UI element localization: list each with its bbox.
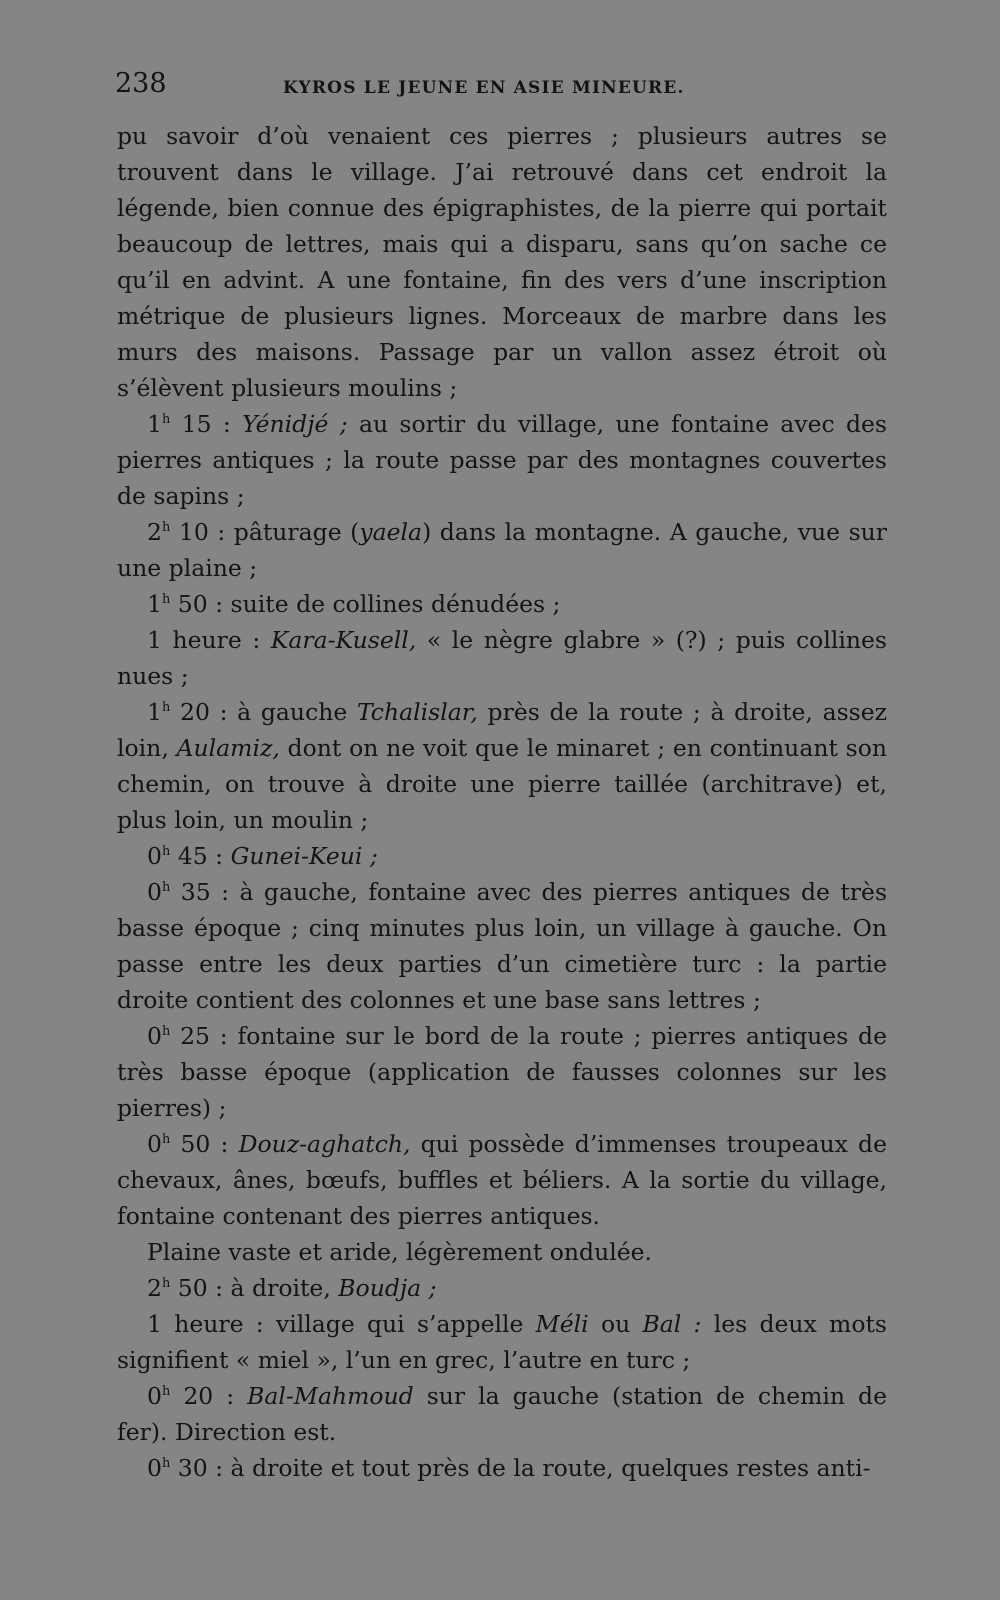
time-stamp: 0$^h$ xyxy=(147,1454,171,1482)
page-header xyxy=(115,68,890,108)
place-name: Bal-Mahmoud xyxy=(247,1382,414,1410)
text: près de la route ; à droite, assez loin, xyxy=(117,698,887,762)
text: 50 : xyxy=(170,1130,239,1158)
itinerary-entry xyxy=(117,514,887,586)
text: 1 heure : village qui s’appelle xyxy=(147,1310,536,1338)
itinerary-entry xyxy=(117,1450,887,1486)
place-name: Boudja ; xyxy=(338,1274,437,1302)
running-title: KYROS LE JEUNE EN ASIE MINEURE. xyxy=(283,78,685,98)
place-name: Yénidjé ; xyxy=(242,410,348,438)
text: 20 : xyxy=(170,1382,248,1410)
itinerary-entry xyxy=(117,838,887,874)
text: 50 : suite de collines dénudées ; xyxy=(170,590,561,618)
text: 20 : à gauche xyxy=(170,698,357,726)
paragraph-continuation xyxy=(117,118,887,406)
time-stamp: 0$^h$ xyxy=(147,1130,171,1158)
place-name: Tchalislar, xyxy=(356,698,478,726)
itinerary-entry xyxy=(117,1126,887,1234)
place-name: Méli xyxy=(535,1310,589,1338)
paragraph xyxy=(117,1234,887,1270)
time-stamp: 0$^h$ xyxy=(147,1382,171,1410)
time-stamp: 1$^h$ xyxy=(147,590,171,618)
itinerary-entry xyxy=(117,586,887,622)
text: dont on ne voit que le minaret ; en continuant son chemin, on trouve à droite une pierre taillée (architrave) et, plus loin, un moulin ; xyxy=(117,734,887,834)
body-text xyxy=(117,118,887,1486)
text: 35 : à gauche, fontaine avec des pierres antiques de très basse époque ; cinq minutes plus loin, un village à gauche. On passe entre les deux parties d’un cimetière turc : la partie droite contient des colonnes et une base sans lettres ; xyxy=(117,878,887,1014)
text: les deux mots signifient « miel », l’un en grec, l’autre en turc ; xyxy=(117,1310,887,1374)
itinerary-entry xyxy=(117,1306,887,1378)
page-number: 238 xyxy=(115,68,167,99)
place-name: Aulamiz, xyxy=(176,734,280,762)
time-stamp: 1$^h$ xyxy=(147,698,171,726)
place-name: Douz-aghatch, xyxy=(238,1130,411,1158)
itinerary-entry xyxy=(117,694,887,838)
place-name: Kara-Kusell, xyxy=(270,626,417,654)
time-stamp: 0$^h$ xyxy=(147,842,171,870)
text: 1 heure : xyxy=(147,626,271,654)
place-name: yaela xyxy=(359,518,423,546)
itinerary-entry xyxy=(117,874,887,1018)
text: 30 : à droite et tout près de la route, quelques restes anti- xyxy=(170,1454,871,1482)
time-stamp: 1$^h$ xyxy=(147,410,171,438)
place-name: Gunei-Keui ; xyxy=(230,842,378,870)
itinerary-entry xyxy=(117,622,887,694)
place-name: Bal : xyxy=(642,1310,702,1338)
text: « le nègre glabre » (?) ; puis collines nues ; xyxy=(117,626,887,690)
itinerary-entry xyxy=(117,1018,887,1126)
time-stamp: 0$^h$ xyxy=(147,1022,171,1050)
text: ) dans la montagne. A gauche, vue sur une plaine ; xyxy=(117,518,888,582)
text: ou xyxy=(588,1310,643,1338)
text: 15 : xyxy=(170,410,243,438)
text: 50 : à droite, xyxy=(170,1274,339,1302)
text: 45 : xyxy=(170,842,231,870)
text: 10 : pâturage ( xyxy=(170,518,360,546)
text: qui possède d’immenses troupeaux de chevaux, ânes, bœufs, buffles et béliers. A la sortie du village, fontaine contenant des pierres antiques. xyxy=(117,1130,888,1230)
text: sur la gauche (station de chemin de fer). Direction est. xyxy=(117,1382,887,1446)
itinerary-entry xyxy=(117,1378,887,1450)
itinerary-entry xyxy=(117,1270,887,1306)
text: 25 : fontaine sur le bord de la route ; pierres antiques de très basse époque (application de fausses colonnes sur les pierres) ; xyxy=(117,1022,887,1122)
time-stamp: 2$^h$ xyxy=(147,518,171,546)
text: Plaine vaste et aride, légèrement ondulée. xyxy=(147,1238,653,1266)
itinerary-entry xyxy=(117,406,887,514)
time-stamp: 2$^h$ xyxy=(147,1274,171,1302)
text: au sortir du village, une fontaine avec des pierres antiques ; la route passe par des montagnes couvertes de sapins ; xyxy=(117,410,887,510)
time-stamp: 0$^h$ xyxy=(147,878,171,906)
text: pu savoir d’où venaient ces pierres ; plusieurs autres se trouvent dans le village. J’ai retrouvé dans cet endroit la légende, bien connue des épigraphistes, de la pierre qui portait beaucoup de lettres, mais qui a disparu, sans qu’on sache ce qu’il en advint. A une fontaine, fin des vers d’une inscription métrique de plusieurs lignes. Morceaux de marbre dans les murs des maisons. Passage par un vallon assez étroit où s’élèvent plusieurs moulins ; xyxy=(117,122,887,402)
